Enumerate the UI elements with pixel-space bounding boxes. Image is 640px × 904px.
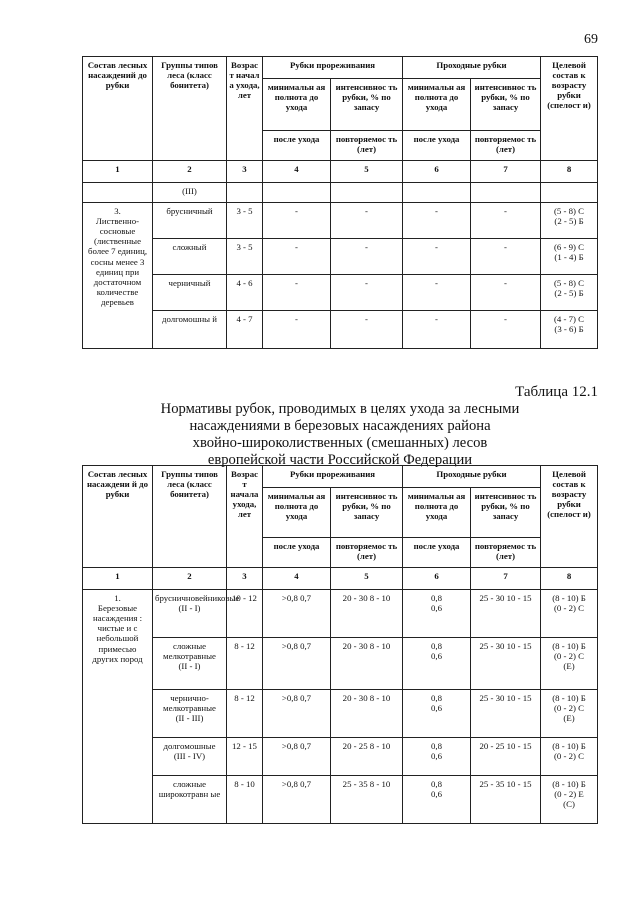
target-composition: (5 - 8) С (2 - 5) Б: [541, 275, 598, 311]
age-range: 4 - 6: [227, 275, 263, 311]
table-title-line: насаждениями в березовых насаждениях района: [189, 418, 491, 434]
age-range: 12 - 15: [227, 738, 263, 776]
header-target-composition: Целевой состав к возрасту рубки (спелост и): [541, 57, 598, 161]
table-row: [83, 690, 598, 738]
column-number: 4: [263, 161, 331, 183]
table-row: [83, 311, 598, 349]
header-target-composition: Целевой состав к возрасту рубки (спелост и): [541, 466, 598, 568]
page-number: 69: [584, 32, 598, 47]
header-repeat: повторяемос ть (лет): [331, 538, 403, 568]
intensity: 25 - 30 10 - 15: [471, 690, 541, 738]
column-number: 7: [471, 161, 541, 183]
forest-type: долгомошны й: [153, 311, 227, 349]
header-forest-groups: Группы типов леса (класс бонитета): [153, 57, 227, 161]
table-cell: [227, 183, 263, 203]
forest-type: чернично-мелкотравные (II - III): [153, 690, 227, 738]
min-density: -: [263, 203, 331, 239]
header-after-care: после ухода: [263, 131, 331, 161]
header-after-care: после ухода: [403, 538, 471, 568]
min-density: >0,8 0,7: [263, 638, 331, 690]
header-passing-cuts: Проходные рубки: [403, 466, 541, 488]
header-passing-cuts: Проходные рубки: [403, 57, 541, 79]
header-intensity: интенсивнос ть рубки, % по запасу: [331, 79, 403, 131]
min-density: -: [263, 275, 331, 311]
header-repeat: повторяемос ть (лет): [471, 131, 541, 161]
intensity: 20 - 25 10 - 15: [471, 738, 541, 776]
table-row: [83, 590, 598, 638]
table-cell: [403, 183, 471, 203]
min-density: >0,8 0,7: [263, 776, 331, 824]
table-row: [83, 776, 598, 824]
min-density: 0,8 0,6: [403, 738, 471, 776]
table-cell: [331, 183, 403, 203]
min-density: -: [403, 203, 471, 239]
min-density: >0,8 0,7: [263, 690, 331, 738]
intensity: 20 - 25 8 - 10: [331, 738, 403, 776]
header-forest-groups: Группы типов леса (класс бонитета): [153, 466, 227, 568]
header-intensity: интенсивнос ть рубки, % по запасу: [331, 488, 403, 538]
forest-type: черничный: [153, 275, 227, 311]
age-range: 8 - 12: [227, 690, 263, 738]
intensity: -: [471, 203, 541, 239]
target-composition: (8 - 10) Б (0 - 2) С: [541, 738, 598, 776]
target-composition: (6 - 9) С (1 - 4) Б: [541, 239, 598, 275]
age-range: 4 - 7: [227, 311, 263, 349]
header-intensity: интенсивнос ть рубки, % по запасу: [471, 488, 541, 538]
age-range: 3 - 5: [227, 203, 263, 239]
table-cell: [263, 183, 331, 203]
forest-type: сложные широкотравн ые: [153, 776, 227, 824]
table-title-line: Нормативы рубок, проводимых в целях ухода за лесными: [160, 401, 520, 417]
column-number: 4: [263, 568, 331, 590]
intensity: -: [331, 239, 403, 275]
table-cell: [471, 183, 541, 203]
intensity: -: [471, 239, 541, 275]
header-after-care: после ухода: [263, 538, 331, 568]
age-range: 8 - 10: [227, 776, 263, 824]
min-density: 0,8 0,6: [403, 590, 471, 638]
forest-type: сложные мелкотравные (II - I): [153, 638, 227, 690]
header-repeat: повторяемос ть (лет): [471, 538, 541, 568]
table-cell: [83, 183, 153, 203]
header-thinning: Рубки прореживания: [263, 57, 403, 79]
min-density: -: [403, 275, 471, 311]
min-density: 0,8 0,6: [403, 776, 471, 824]
norms-table-12-1: [82, 465, 598, 824]
intensity: -: [471, 275, 541, 311]
column-number: 8: [541, 161, 598, 183]
min-density: 0,8 0,6: [403, 638, 471, 690]
intensity: -: [471, 311, 541, 349]
min-density: 0,8 0,6: [403, 690, 471, 738]
column-number: 2: [153, 161, 227, 183]
table-title-line: европейской части Российской Федерации: [207, 452, 473, 468]
age-range: 10 - 12: [227, 590, 263, 638]
forest-type: брусничный: [153, 203, 227, 239]
target-composition: (8 - 10) Б (0 - 2) Е (С): [541, 776, 598, 824]
intensity: 20 - 30 8 - 10: [331, 590, 403, 638]
min-density: -: [263, 239, 331, 275]
header-min-density: минимальн ая полнота до ухода: [263, 488, 331, 538]
forest-type: брусничновейниковые (II - I): [153, 590, 227, 638]
table-row: [83, 738, 598, 776]
table-number: Таблица 12.1: [515, 384, 598, 400]
intensity: 25 - 35 10 - 15: [471, 776, 541, 824]
table-title: [60, 401, 620, 469]
header-min-density: минимальн ая полнота до ухода: [403, 79, 471, 131]
table-row: [83, 638, 598, 690]
intensity: 20 - 30 8 - 10: [331, 638, 403, 690]
min-density: >0,8 0,7: [263, 738, 331, 776]
group-label: 3. Лиственно-сосновые (лиственные более 7 единиц, сосны менее 3 единиц при достаточном количестве деревьев: [83, 203, 153, 349]
table-row: [83, 275, 598, 311]
target-composition: (4 - 7) С (3 - 6) Б: [541, 311, 598, 349]
header-composition: Состав лесных насаждений до рубки: [83, 57, 153, 161]
header-repeat: повторяемос ть (лет): [331, 131, 403, 161]
header-thinning: Рубки прореживания: [263, 466, 403, 488]
target-composition: (5 - 8) С (2 - 5) Б: [541, 203, 598, 239]
header-after-care: после ухода: [403, 131, 471, 161]
class-row-label: (III): [153, 183, 227, 203]
column-number: 5: [331, 161, 403, 183]
table-title-line: хвойно-широколиственных (смешанных) лесов: [192, 435, 488, 451]
intensity: -: [331, 275, 403, 311]
intensity: -: [331, 203, 403, 239]
min-density: -: [403, 239, 471, 275]
header-composition: Состав лесных насаждени й до рубки: [83, 466, 153, 568]
forest-type: сложный: [153, 239, 227, 275]
table-row: [83, 239, 598, 275]
column-number: 1: [83, 568, 153, 590]
intensity: 25 - 30 10 - 15: [471, 590, 541, 638]
age-range: 8 - 12: [227, 638, 263, 690]
forest-type: долгомошные (III - IV): [153, 738, 227, 776]
table-cell: [541, 183, 598, 203]
header-min-density: минимальн ая полнота до ухода: [263, 79, 331, 131]
column-number: 7: [471, 568, 541, 590]
header-intensity: интенсивнос ть рубки, % по запасу: [471, 79, 541, 131]
table-row: [83, 203, 598, 239]
norms-table-continued: [82, 56, 598, 349]
group-label: 1. Березовые насаждения : чистые и с небольшой примесью других пород: [83, 590, 153, 824]
intensity: 25 - 30 10 - 15: [471, 638, 541, 690]
header-age: Возрас т начал а ухода, лет: [227, 57, 263, 161]
column-number: 8: [541, 568, 598, 590]
min-density: >0,8 0,7: [263, 590, 331, 638]
column-number: 6: [403, 568, 471, 590]
column-number: 2: [153, 568, 227, 590]
column-number: 3: [227, 568, 263, 590]
column-number: 1: [83, 161, 153, 183]
column-number: 3: [227, 161, 263, 183]
intensity: 25 - 35 8 - 10: [331, 776, 403, 824]
header-min-density: минимальн ая полнота до ухода: [403, 488, 471, 538]
min-density: -: [263, 311, 331, 349]
column-number: 6: [403, 161, 471, 183]
target-composition: (8 - 10) Б (0 - 2) С: [541, 590, 598, 638]
intensity: -: [331, 311, 403, 349]
age-range: 3 - 5: [227, 239, 263, 275]
column-number: 5: [331, 568, 403, 590]
header-age: Возрас т начала ухода, лет: [227, 466, 263, 568]
min-density: -: [403, 311, 471, 349]
target-composition: (8 - 10) Б (0 - 2) С (Е): [541, 638, 598, 690]
target-composition: (8 - 10) Б (0 - 2) С (Е): [541, 690, 598, 738]
intensity: 20 - 30 8 - 10: [331, 690, 403, 738]
